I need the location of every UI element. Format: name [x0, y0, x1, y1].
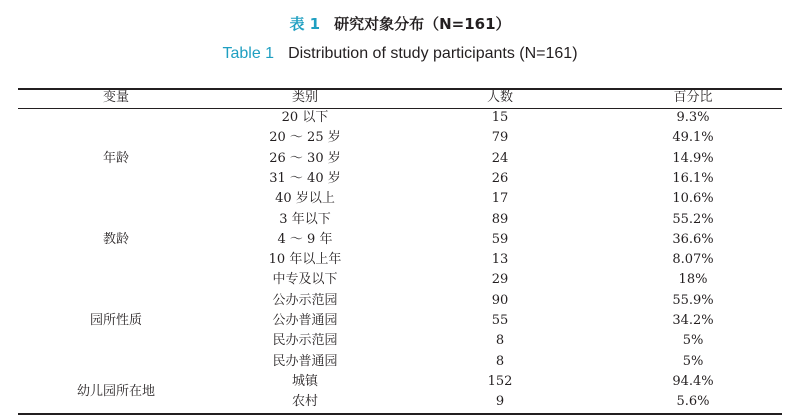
table-cell-count: 13 [491, 252, 509, 268]
table-cell-category: 民办示范园 [272, 333, 338, 349]
header-category: 类别 [291, 90, 318, 105]
table-cell-count: 89 [491, 211, 509, 227]
table-cell-count: 15 [491, 110, 509, 125]
table-cell-count: 24 [491, 150, 509, 166]
table-cell-count: 55 [491, 313, 509, 328]
table-cell-count: 26 [491, 170, 509, 186]
table-cell-count: 29 [491, 272, 509, 288]
table-cell-percent: 49.1% [672, 130, 714, 146]
english-caption [0, 45, 800, 63]
table-cell-count: 17 [491, 191, 509, 207]
table-cell-count: 8 [495, 353, 505, 369]
table-cell-percent: 55.9% [672, 292, 714, 308]
table-cell-percent: 34.2% [672, 313, 714, 328]
table-cell-count: 79 [491, 130, 509, 146]
english-table-title: Distribution of study participants (N=161) [288, 45, 578, 62]
table-group-label: 园所性质 [89, 313, 142, 329]
table-cell-category: 40 岁以上 [275, 191, 335, 207]
table-cell-category: 31 ～ 40 岁 [269, 170, 341, 186]
table-cell-category: 公办示范园 [272, 292, 338, 308]
table-cell-percent: 5% [682, 333, 704, 349]
table-cell-category: 3 年以下 [279, 211, 331, 227]
table-cell-count: 8 [495, 333, 505, 349]
header-count: 人数 [486, 90, 513, 105]
table-bottom-rule [18, 413, 782, 415]
table-cell-count: 152 [487, 373, 513, 389]
table-cell-count: 9 [495, 394, 505, 410]
table-cell-category: 4 ～ 9 年 [277, 231, 333, 247]
table-cell-category: 城镇 [291, 373, 318, 389]
table-cell-category: 10 年以上年 [268, 252, 342, 268]
table-cell-category: 26 ～ 30 岁 [269, 150, 341, 166]
table-cell-percent: 16.1% [672, 170, 714, 186]
table-cell-count: 59 [491, 231, 509, 247]
chinese-caption [0, 13, 800, 34]
table-cell-percent: 5% [682, 353, 704, 369]
table-cell-category: 20 以下 [281, 110, 329, 125]
table-cell-percent: 36.6% [672, 231, 714, 247]
table-cell-category: 20 ～ 25 岁 [269, 130, 341, 146]
table-cell-category: 农村 [291, 394, 318, 410]
table-group-label: 年龄 [102, 151, 129, 166]
table-group-label: 教龄 [102, 231, 129, 247]
table-cell-percent: 14.9% [672, 150, 714, 166]
table-cell-percent: 8.07% [672, 252, 714, 268]
chinese-table-label: 表 1 [289, 15, 321, 33]
table-cell-percent: 10.6% [672, 191, 714, 207]
table-cell-percent: 55.2% [672, 211, 714, 227]
table-cell-percent: 5.6% [676, 394, 710, 410]
table-cell-percent: 9.3% [676, 110, 710, 125]
header-variable: 变量 [102, 90, 129, 105]
header-percent: 百分比 [673, 90, 713, 105]
table-cell-percent: 94.4% [672, 373, 714, 389]
table-cell-category: 中专及以下 [272, 272, 338, 288]
table-group-label: 幼儿园所在地 [76, 383, 155, 399]
table-cell-category: 民办普通园 [272, 353, 338, 369]
table-cell-count: 90 [491, 292, 509, 308]
table-cell-category: 公办普通园 [272, 313, 338, 328]
english-table-label: Table 1 [222, 45, 275, 62]
table-cell-percent: 18% [678, 272, 708, 288]
chinese-table-title: 研究对象分布（N=161） [334, 15, 511, 33]
